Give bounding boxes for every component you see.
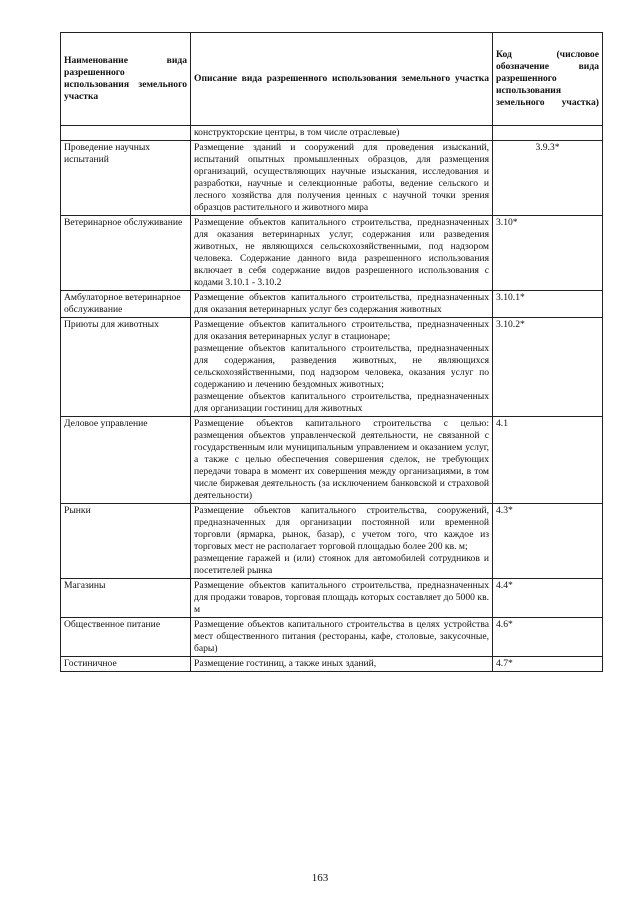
description-paragraph: размещение гаражей и (или) стоянок для автомобилей сотрудников и посетителей рынка xyxy=(194,553,489,576)
table-row xyxy=(61,141,603,216)
use-code-cell: 3.9.3* xyxy=(493,141,603,216)
use-description-cell xyxy=(191,291,493,318)
use-name-cell: Приюты для животных xyxy=(61,318,191,417)
header-description: Описание вида разрешенного использования земельного участка xyxy=(191,33,493,126)
use-code-cell: 4.6* xyxy=(493,618,603,657)
table-row xyxy=(61,318,603,417)
use-name-cell: Общественное питание xyxy=(61,618,191,657)
use-description-cell xyxy=(191,579,493,618)
use-description-cell xyxy=(191,318,493,417)
description-paragraph: Размещение объектов капитального строительства, сооружений, предназначенных для организации постоянной или временной торговли (ярмарка, рынок, базар), с учетом того, что каждое из торговых мест не располагает торговой площадью более 200 кв. м; xyxy=(194,505,489,552)
use-code-cell: 4.7* xyxy=(493,657,603,672)
table-row xyxy=(61,657,603,672)
use-description-cell xyxy=(191,618,493,657)
table-row xyxy=(61,291,603,318)
use-code-cell: 4.1 xyxy=(493,417,603,504)
use-code-cell: 4.4* xyxy=(493,579,603,618)
use-name-cell: Ветеринарное обслуживание xyxy=(61,216,191,291)
use-code-cell: 3.10* xyxy=(493,216,603,291)
continuation-row xyxy=(61,126,603,141)
description-paragraph: Размещение зданий и сооружений для проведения изысканий, испытаний опытных промышленных образцов, для размещения организаций, осуществляющих научные изыскания, исследования и разработки, научные и селекционные работы, ведение сельского и лесного хозяйства для получения ценных с научной точки зрения образцов растительного и животного мира xyxy=(194,142,489,213)
header-name: Наименование вида разрешенного использования земельного участка xyxy=(61,33,191,126)
description-paragraph: Размещение объектов капитального строительства в целях устройства мест общественного питания (рестораны, кафе, столовые, закусочные, бары) xyxy=(194,619,489,654)
description-paragraph: размещение объектов капитального строительства, предназначенных для содержания, разведения животных, не являющихся сельскохозяйственными, под надзором человека, оказания услуг по содержанию и лечению бездомных животных; xyxy=(194,343,489,390)
description-paragraph: Размещение объектов капитального строительства, предназначенных для продажи товаров, торговая площадь которых составляет до 5000 кв. м xyxy=(194,580,489,615)
use-description-cell xyxy=(191,657,493,672)
description-paragraph: Размещение объектов капитального строительства, предназначенных для оказания ветеринарных услуг без содержания животных xyxy=(194,292,489,315)
table-row xyxy=(61,216,603,291)
use-description-cell xyxy=(191,417,493,504)
use-name-cell: Магазины xyxy=(61,579,191,618)
table-row xyxy=(61,504,603,579)
use-code-cell: 3.10.2* xyxy=(493,318,603,417)
use-name-cell: Амбулаторное ветеринарное обслуживание xyxy=(61,291,191,318)
table-row xyxy=(61,579,603,618)
use-name-cell: Деловое управление xyxy=(61,417,191,504)
use-code-cell: 4.3* xyxy=(493,504,603,579)
description-paragraph: Размещение гостиниц, а также иных зданий, xyxy=(194,658,377,669)
use-name-cell: Гостиничное xyxy=(61,657,191,672)
continuation-text: конструкторские центры, в том числе отраслевые) xyxy=(191,126,493,141)
header-code: Код (числовое обозначение вида разрешенного использования земельного участка) xyxy=(493,33,603,126)
use-name-cell: Проведение научных испытаний xyxy=(61,141,191,216)
header-row xyxy=(61,33,603,126)
page-number: 163 xyxy=(311,872,329,884)
description-paragraph: Размещение объектов капитального строительства с целью: размещения объектов управленческой деятельности, не связанной с государственным или муниципальным управлением и оказанием услуг, а также с целью обеспечения совершения сделок, не требующих передачи товара в момент их совершения между организациями, в том числе биржевая деятельность (за исключением банковской и страховой деятельности) xyxy=(194,418,489,501)
use-name-cell: Рынки xyxy=(61,504,191,579)
table-row xyxy=(61,417,603,504)
use-code-cell: 3.10.1* xyxy=(493,291,603,318)
description-paragraph: размещение объектов капитального строительства, предназначенных для организации гостиниц для животных xyxy=(194,391,489,414)
table-row xyxy=(61,618,603,657)
land-use-table xyxy=(60,32,603,672)
description-paragraph: Размещение объектов капитального строительства, предназначенных для оказания ветеринарных услуг, содержания или разведения животных, не являющихся сельскохозяйственными, под надзором человека. Содержание данного вида разрешенного использования включает в себя содержание видов разрешенного использования с кодами 3.10.1 - 3.10.2 xyxy=(194,217,489,288)
description-paragraph: Размещение объектов капитального строительства, предназначенных для оказания ветеринарных услуг в стационаре; xyxy=(194,319,489,342)
use-description-cell xyxy=(191,504,493,579)
use-description-cell xyxy=(191,216,493,291)
use-description-cell xyxy=(191,141,493,216)
